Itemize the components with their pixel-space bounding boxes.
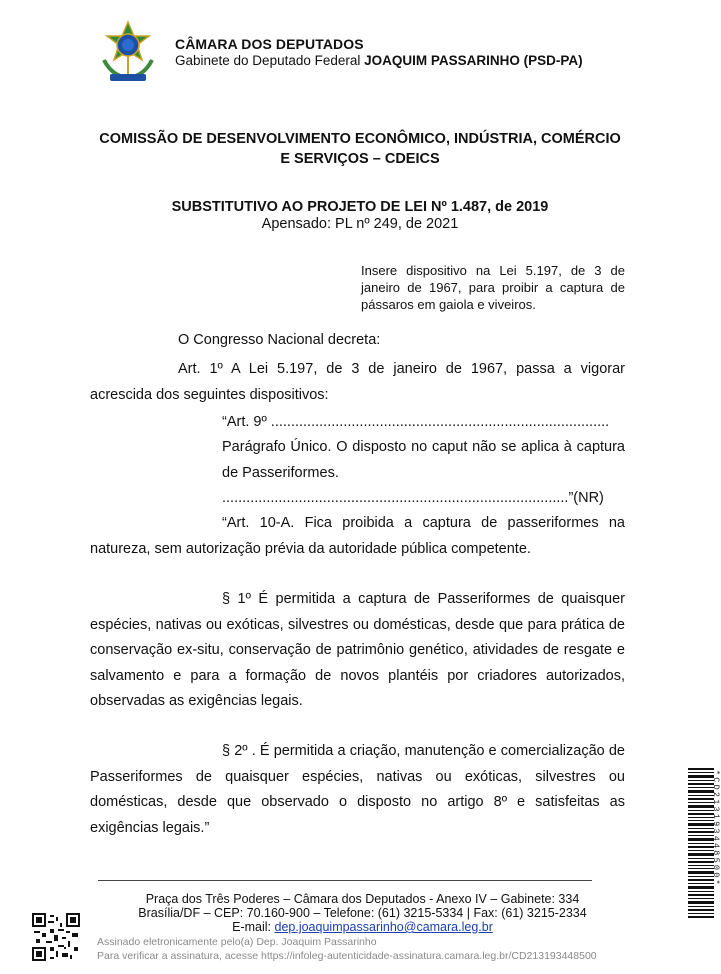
office-line <box>175 53 583 68</box>
ementa: Insere dispositivo na Lei 5.197, de 3 de janeiro de 1967, para proibir a captura de pássaros em gaiola e viveiros. <box>361 263 625 312</box>
bill-title: SUBSTITUTIVO AO PROJETO DE LEI Nº 1.487, de 2019 <box>171 199 549 215</box>
footer-contact: Brasília/DF – CEP: 70.160-900 – Telefone: (61) 3215-5334 | Fax: (61) 3215-2334 <box>138 906 587 920</box>
footer-email-line <box>90 920 635 935</box>
brazil-coat-of-arms-icon <box>98 20 158 84</box>
footer-address: Praça dos Três Poderes – Câmara dos Deputados - Anexo IV – Gabinete: 334 <box>145 892 580 906</box>
sole-paragraph: Parágrafo Único. O disposto no caput não se aplica à captura de Passeriformes. <box>222 439 625 481</box>
article-10a: “Art. 10-A. Fica proibida a captura de passeriformes na natureza, sem autorização prévia da autoridade pública competente. <box>90 515 625 557</box>
office-prefix: Gabinete do Deputado Federal <box>175 53 365 68</box>
organization-name: CÂMARA DOS DEPUTADOS <box>175 36 364 52</box>
article-9: “Art. 9º .................................................................................... <box>222 414 610 430</box>
nr-line: ......................................................................................”(NR) <box>222 490 604 506</box>
appended-bill: Apensado: PL nº 249, de 2021 <box>261 216 459 232</box>
section-2: § 2º . É permitida a criação, manutenção e comercialização de Passeriformes de quaisquer espécies, nativas ou exóticas, silvestres ou domésticas, desde que observado o disposto no artigo 8º e satisfeitas as exigências legais.” <box>90 743 625 836</box>
commission-line-2: E SERVIÇOS – CDEICS <box>280 151 440 167</box>
signature-line: Assinado eletronicamente pelo(a) Dep. Joaquim Passarinho <box>97 936 377 948</box>
footer-divider <box>98 880 592 881</box>
footer-email-link[interactable]: dep.joaquimpassarinho@camara.leg.br <box>274 920 493 934</box>
commission-title <box>80 129 640 169</box>
barcode-code: *CD213193448500* <box>711 770 721 887</box>
decree-clause: O Congresso Nacional decreta: <box>178 332 381 348</box>
article-1: Art. 1º A Lei 5.197, de 3 de janeiro de 1967, passa a vigorar acrescida dos seguintes dispositivos: <box>90 361 625 403</box>
section-1: § 1º É permitida a captura de Passeriformes de quaisquer espécies, nativas ou exóticas, silvestres ou domésticas, desde que para prática de conservação ex-situ, conservação de patrimônio genético, atividades de resgate e salvamento e para a formação de novos plantéis por criadores autorizados, observadas as exigências legais. <box>90 591 625 709</box>
verification-line: Para verificar a assinatura, acesse https://infoleg-autenticidade-assinatura.camara.leg.br/CD213193448500 <box>97 950 597 962</box>
deputy-name: JOAQUIM PASSARINHO (PSD-PA) <box>364 53 583 68</box>
commission-line-1: COMISSÃO DE DESENVOLVIMENTO ECONÔMICO, INDÚSTRIA, COMÉRCIO <box>99 131 621 147</box>
footer-email-label: E-mail: <box>232 920 275 934</box>
qr-code-icon <box>32 913 80 961</box>
